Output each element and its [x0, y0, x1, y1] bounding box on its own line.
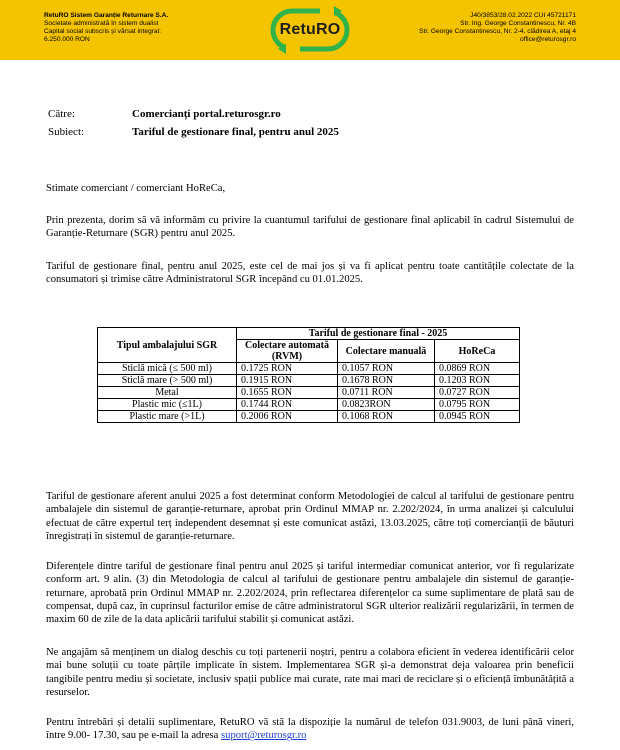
cell-manual: 0.1068 RON — [338, 411, 435, 423]
cell-type: Plastic mic (≤1L) — [98, 399, 237, 411]
contact-text: Pentru întrebări și detalii suplimentare, RetuRO vă stă la dispoziție la numărul de telefon 031.9003, de luni până vineri, între 9.00- 17.30, sau pe e-mail la adresa — [46, 717, 574, 742]
company-address — [419, 12, 576, 44]
to-value: Comercianți portal.returosgr.ro — [132, 108, 281, 120]
returo-logo — [268, 6, 352, 54]
cell-rvm: 0.1915 RON — [237, 375, 338, 387]
cell-rvm: 0.1725 RON — [237, 363, 338, 375]
cell-manual: 0.1678 RON — [338, 375, 435, 387]
subject-line — [48, 126, 339, 138]
paragraph-methodology: Tariful de gestionare aferent anului 2025 a fost determinat conform Metodologiei de calcul al tarifului de gestionare pentru ambalajele din sistemul de garanție-returnare, aprobat prin Ordinul MMAP nr. 2.202/2024, în urma analizei și calculului efectuat de către expertul terț independent desemnat și este comunicat astăzi, 13.03.2025, către toți comercianții de băuturi înregistrați în sistemul de garanție-returnare. — [46, 491, 574, 542]
company-line: Societate administrată în sistem dualist — [44, 20, 159, 27]
col-header-horeca: HoReCa — [435, 340, 520, 363]
subject-value: Tariful de gestionare final, pentru anul 2025 — [132, 126, 339, 138]
cell-rvm: 0.1744 RON — [237, 399, 338, 411]
col-header-type: Tipul ambalajului SGR — [98, 328, 237, 363]
cell-type: Sticlă mare (> 500 ml) — [98, 375, 237, 387]
table-row — [98, 375, 520, 387]
address-line: J40/3853/28.02.2022 CUI 45721171 — [470, 12, 576, 19]
cell-manual: 0.0711 RON — [338, 387, 435, 399]
col-header-rvm: Colectare automată (RVM) — [237, 340, 338, 363]
cell-manual: 0.0823RON — [338, 399, 435, 411]
to-label: Către: — [48, 108, 75, 120]
cell-rvm: 0.2006 RON — [237, 411, 338, 423]
cell-rvm: 0.1655 RON — [237, 387, 338, 399]
cell-type: Sticlă mică (≤ 500 ml) — [98, 363, 237, 375]
cell-horeca: 0.0945 RON — [435, 411, 520, 423]
tariff-table — [97, 327, 520, 423]
cell-type: Metal — [98, 387, 237, 399]
greeting: Stimate comerciant / comerciant HoReCa, — [46, 183, 226, 194]
cell-horeca: 0.0795 RON — [435, 399, 520, 411]
paragraph-contact — [46, 716, 574, 743]
cell-horeca: 0.0727 RON — [435, 387, 520, 399]
company-line: Capital social subscris și vărsat integral: — [44, 28, 161, 35]
company-info — [44, 12, 168, 44]
paragraph-tariff: Tariful de gestionare final, pentru anul 2025, este cel de mai jos și va fi aplicat pentru toate cantitățile colectate de la consumatori și trimise către Administratorul SGR începând cu 01.01.2025. — [46, 261, 574, 286]
address-line: Str. Ing. George Constantinescu, Nr. 4B — [460, 20, 576, 27]
cell-horeca: 0.1203 RON — [435, 375, 520, 387]
office-email: office@returosgr.ro — [519, 36, 576, 43]
paragraph-intro: Prin prezenta, dorim să vă informăm cu privire la cuantumul tarifului de gestionare final aplicabil în cadrul Sistemului de Garanție-Returnare (SGR) pentru anul 2025. — [46, 215, 574, 240]
cell-horeca: 0.0869 RON — [435, 363, 520, 375]
subject-label: Subiect: — [48, 126, 85, 138]
recipient-line — [48, 108, 281, 120]
paragraph-regularization: Diferențele dintre tariful de gestionare final pentru anul 2025 și tariful intermediar comunicat anterior, vor fi regularizate conform art. 9 alin. (3) din Metodologia de calcul al tarifului de gestionare pentru ambalajele din sistemul de garanție-returnare, aprobată prin Ordinul MMAP nr. 2.202/2024, prin reflectarea diferențelor ca sume suplimentare de plată sau de compensat, după caz, în cuprinsul facturilor emise de către administratorul SGR ulterior realizării regularizării, în termen de maxim 60 de zile de la data aplicării tarifului stabilit și comunicat astăzi. — [46, 561, 574, 626]
table-row — [98, 387, 520, 399]
support-email-link[interactable]: suport@returosgr.ro — [221, 730, 307, 742]
company-name: RetuRO Sistem Garanție Returnare S.A. — [44, 12, 169, 19]
letterhead — [0, 0, 620, 60]
table-row — [98, 363, 520, 375]
col-header-manual: Colectare manuală — [338, 340, 435, 363]
group-header: Tariful de gestionare final - 2025 — [237, 328, 520, 340]
paragraph-dialog: Ne angajăm să menținem un dialog deschis cu toți partenerii noștri, pentru a colabora eficient în vederea identificării celor mai bune soluții cu toate părțile implicate în sistem. Implementarea SGR și-a demonstrat deja valoarea prin beneficii tangibile pentru mediu și societate, inclusiv spații publice mai curate, rate mai mari de reciclare și o eficiență îmbunătățită a resurselor. — [46, 647, 574, 698]
company-line: 6.250.000 RON — [44, 36, 90, 43]
logo-wordmark: RetuRO — [279, 21, 341, 38]
address-line: Str. George Constantinescu, Nr. 2-4, clădirea A, etaj 4 — [419, 28, 576, 35]
cell-type: Plastic mare (>1L) — [98, 411, 237, 423]
cell-manual: 0.1057 RON — [338, 363, 435, 375]
table-row — [98, 399, 520, 411]
table-row — [98, 411, 520, 423]
